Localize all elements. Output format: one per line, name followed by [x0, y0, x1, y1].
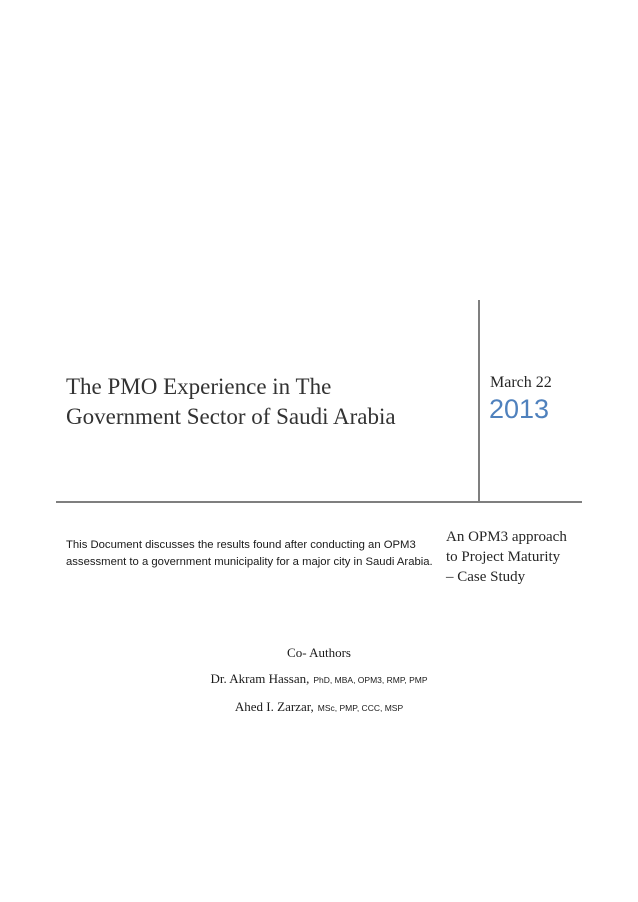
document-abstract [66, 537, 436, 571]
title-line-2: Government Sector of Saudi Arabia [66, 404, 396, 429]
author-credentials: MSc, PMP, CCC, MSP [317, 703, 404, 713]
abstract-line-2: assessment to a government municipality for a major city in Saudi Arabia. [66, 556, 433, 568]
authors-heading: Co- Authors [287, 645, 351, 660]
author-name: Dr. Akram Hassan, [210, 671, 310, 686]
document-year: 2013 [489, 394, 550, 424]
subtitle-line-3: – Case Study [446, 569, 526, 585]
document-subtitle [446, 527, 626, 587]
abstract-line-1: This Document discusses the results found after conducting an OPM3 [66, 539, 416, 551]
title-line-1: The PMO Experience in The [66, 374, 332, 399]
author-name: Ahed I. Zarzar, [234, 699, 314, 714]
document-date: March 22 [490, 374, 552, 391]
author-credentials: PhD, MBA, OPM3, RMP, PMP [313, 675, 428, 685]
subtitle-line-1: An OPM3 approach [446, 529, 567, 545]
subtitle-line-2: to Project Maturity [446, 549, 561, 565]
author-entry [0, 671, 638, 687]
vertical-divider [478, 300, 480, 502]
author-entry [0, 699, 638, 715]
document-title [66, 372, 466, 432]
horizontal-divider [56, 501, 582, 503]
